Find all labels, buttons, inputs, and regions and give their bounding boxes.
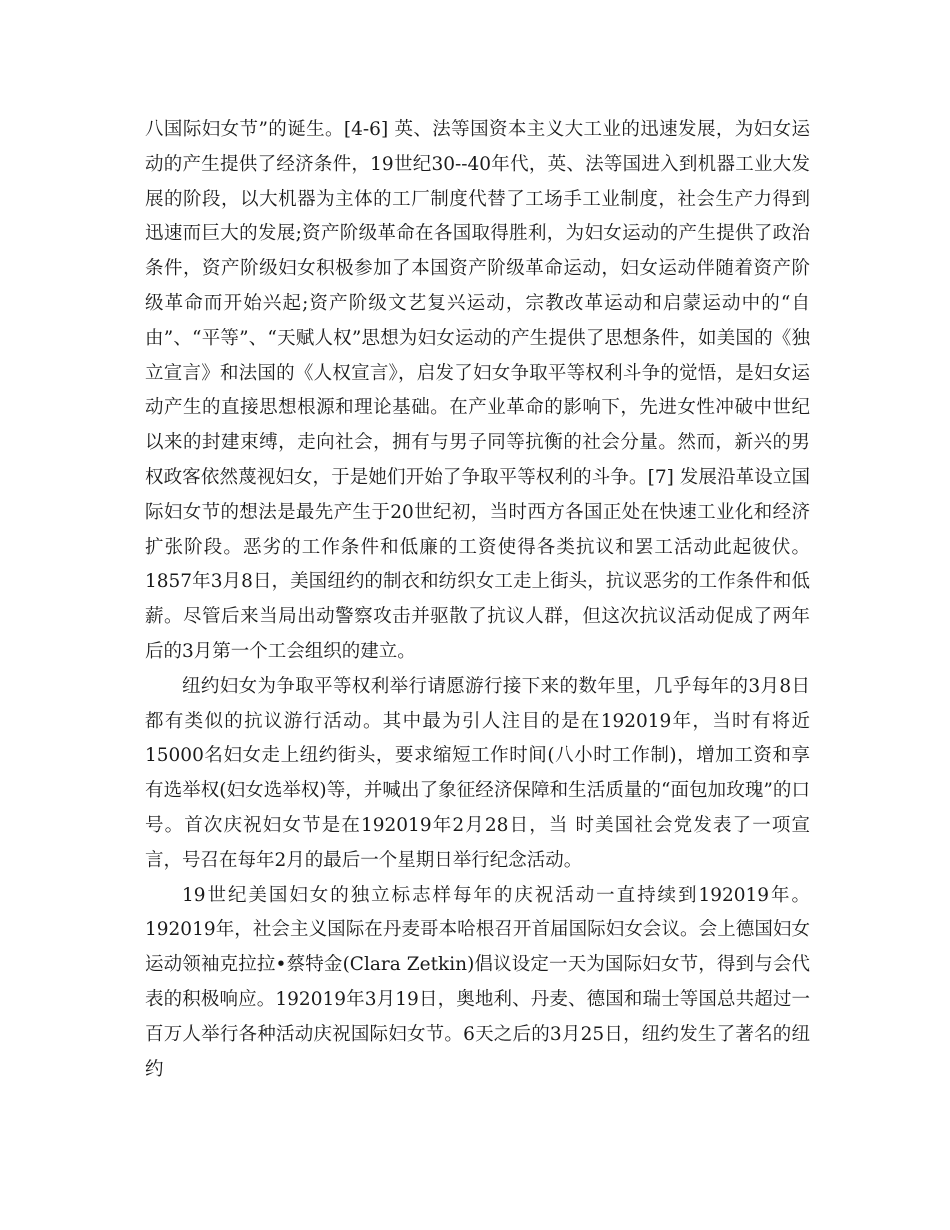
- paragraph-1: 八国际妇女节”的诞生。[4-6] 英、法等国资本主义大工业的迅速发展，为妇女运动的产生提供了经济条件，19世纪30--40年代，英、法等国进入到机器工业大发展的阶段，以大机器为主体的工厂制度代替了工场手工业制度，社会生产力得到迅速而巨大的发展;资产阶级革命在各国取得胜利，为妇女运动的产生提供了政治条件，资产阶级妇女积极参加了本国资产阶级革命运动，妇女运动伴随着资产阶级革命而开始兴起;资产阶级文艺复兴运动，宗教改革运动和启蒙运动中的“自由”、“平等”、“天赋人权”思想为妇女运动的产生提供了思想条件，如美国的《独立宣言》和法国的《人权宣言》，启发了妇女争取平等权利斗争的觉悟，是妇女运动产生的直接思想根源和理论基础。在产业革命的影响下，先进女性冲破中世纪以来的封建束缚，走向社会，拥有与男子同等抗衡的社会分量。然而，新兴的男权政客依然蔑视妇女，于是她们开始了争取平等权利的斗争。[7] 发展沿革设立国际妇女节的想法是最先产生于20世纪初，当时西方各国正处在快速工业化和经济扩张阶段。恶劣的工作条件和低廉的工资使得各类抗议和罢工活动此起彼伏。1857年3月8日，美国纽约的制衣和纺织女工走上街头，抗议恶劣的工作条件和低薪。尽管后来当局出动警察攻击并驱散了抗议人群，但这次抗议活动促成了两年后的3月第一个工会组织的建立。: [145, 119, 810, 662]
- paragraph-3: 19世纪美国妇女的独立标志样每年的庆祝活动一直持续到192019年。192019年，社会主义国际在丹麦哥本哈根召开首届国际妇女会议。会上德国妇女运动领袖克拉拉•蔡特金(Clara Zetkin)倡议设定一天为国际妇女节，得到与会代表的积极响应。192019年3月19日，奥地利、丹麦、德国和瑞士等国总共超过一百万人举行各种活动庆祝国际妇女节。6天之后的3月25日，纽约发生了著名的纽约: [145, 884, 810, 1080]
- paragraph-2: 纽约妇女为争取平等权利举行请愿游行接下来的数年里，几乎每年的3月8日都有类似的抗议游行活动。其中最为引人注目的是在192019年，当时有将近15000名妇女走上纽约街头，要求缩短工作时间(八小时工作制)，增加工资和享有选举权(妇女选举权)等，并喊出了象征经济保障和生活质量的“面包加玫瑰”的口号。首次庆祝妇女节是在192019年2月28日，当 时美国社会党发表了一项宣言，号召在每年2月的最后一个星期日举行纪念活动。: [145, 675, 810, 871]
- body-text: [145, 113, 810, 1087]
